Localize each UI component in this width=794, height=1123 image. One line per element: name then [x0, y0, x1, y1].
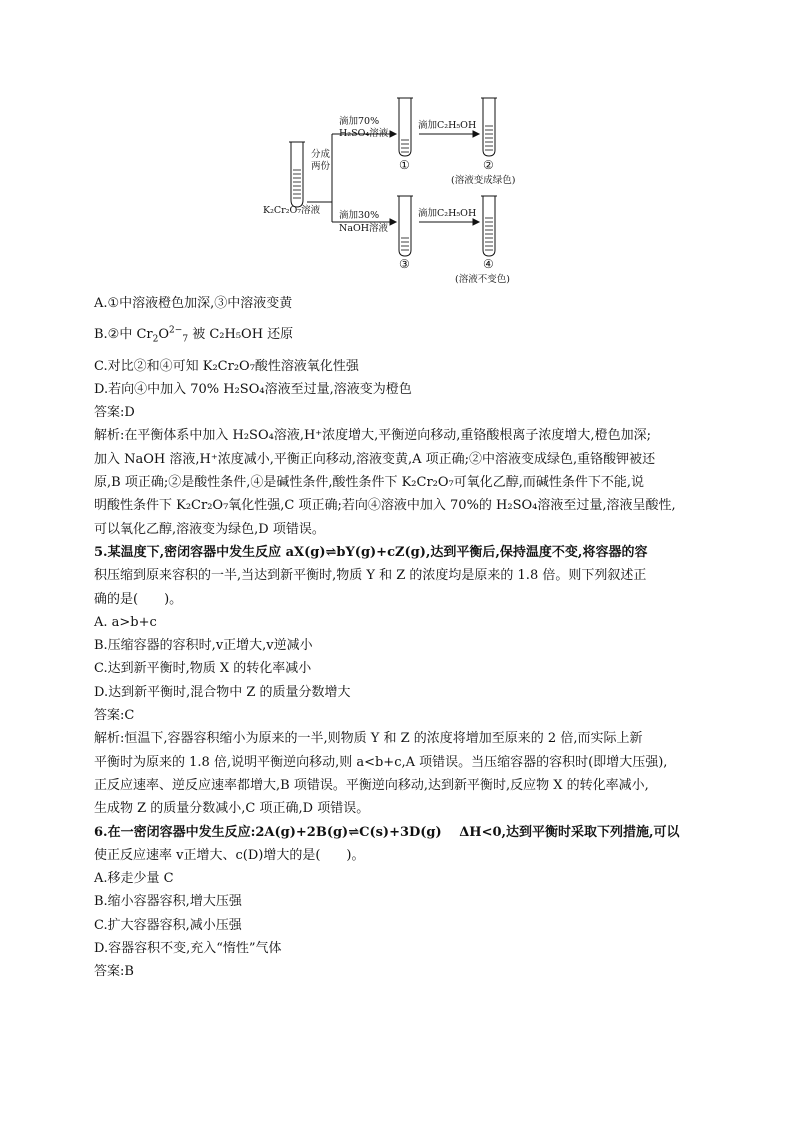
- q6-option-b: B.缩小容器容积,增大压强: [94, 894, 242, 910]
- tube-1: [397, 98, 413, 156]
- left-tube-label: K₂Cr₂O₇溶液: [263, 205, 321, 216]
- q5-option-b: B.压缩容器的容积时,v正增大,v逆减小: [94, 638, 313, 654]
- lower-reagent-1: 滴加30%: [339, 210, 380, 221]
- q4-option-b-oxygen: O: [158, 327, 170, 343]
- q6-answer: 答案:B: [94, 964, 134, 980]
- q4-answer: 答案:D: [94, 405, 135, 421]
- q5-explanation-4: 生成物 Z 的质量分数减小,C 项正确,D 项错误。: [94, 801, 370, 817]
- experiment-diagram: [255, 92, 555, 292]
- q5-stem-1: 5.某温度下,密闭容器中发生反应 aX(g)⇌bY(g)+cZ(g),达到平衡后,保持温度不变,将容器的容: [94, 544, 648, 560]
- q4-option-a: A.①中溶液橙色加深,③中溶液变黄: [94, 296, 293, 311]
- q5-explanation-1: 解析:恒温下,容器容积缩小为原来的一半,则物质 Y 和 Z 的浓度将增加至原来的 2 倍,而实际上新: [94, 731, 643, 747]
- tube-3-number: ③: [399, 257, 410, 271]
- q5-stem-3: 确的是( )。: [94, 591, 183, 607]
- q4-explanation-5: 可以氧化乙醇,溶液变为绿色,D 项错误。: [94, 521, 325, 537]
- q4-explanation-1: 解析:在平衡体系中加入 H₂SO₄溶液,H⁺浓度增大,平衡逆向移动,重铬酸根离子浓度增大,橙色加深;: [94, 428, 651, 444]
- q4-option-b-charge: 2−: [169, 325, 183, 336]
- q5-answer: 答案:C: [94, 708, 135, 724]
- q5-stem-2: 积压缩到原来容积的一半,当达到新平衡时,物质 Y 和 Z 的浓度均是原来的 1.8 倍。则下列叙述正: [94, 568, 647, 584]
- tube-2: [481, 98, 497, 156]
- q4-option-d: D.若向④中加入 70% H₂SO₄溶液至过量,溶液变为橙色: [94, 381, 412, 397]
- q4-explanation-3: 原,B 项正确;②是酸性条件,④是碱性条件,酸性条件下 K₂Cr₂O₇可氧化乙醇,而碱性条件下不能,说: [94, 475, 645, 491]
- q6-stem-2: 使正反应速率 v正增大、c(D)增大的是( )。: [94, 847, 365, 863]
- split-label-2: 两份: [311, 161, 331, 172]
- q4-option-c: C.对比②和④可知 K₂Cr₂O₇酸性溶液氧化性强: [94, 358, 359, 374]
- split-label-1: 分成: [311, 149, 331, 160]
- q5-option-d: D.达到新平衡时,混合物中 Z 的质量分数增大: [94, 684, 351, 700]
- question-content: [94, 292, 714, 984]
- q6-stem-1: 6.在一密闭容器中发生反应:2A(g)+2B(g)⇌C(s)+3D(g) ΔH<0,达到平衡时采取下列措施,可以: [94, 824, 680, 840]
- q5-explanation-2: 平衡时为原来的 1.8 倍,说明平衡逆向移动,则 a<b+c,A 项错误。当压缩容器的容积时(即增大压强),: [94, 754, 668, 770]
- add-ethanol-upper: 滴加C₂H₅OH: [418, 120, 477, 131]
- q6-option-a: A.移走少量 C: [94, 871, 174, 887]
- upper-reagent-1: 滴加70%: [339, 116, 380, 127]
- tube-4-number: ④: [483, 257, 494, 271]
- q4-option-b-post: 被 C₂H₅OH 还原: [188, 327, 294, 343]
- q4-explanation-2: 加入 NaOH 溶液,H⁺浓度减小,平衡正向移动,溶液变黄,A 项正确;②中溶液变成绿色,重铬酸钾被还: [94, 451, 656, 467]
- add-ethanol-lower: 滴加C₂H₅OH: [418, 208, 477, 219]
- arrow-upper: [419, 131, 479, 137]
- note-tube-2: (溶液变成绿色): [451, 175, 516, 186]
- upper-reagent-2: H₂SO₄溶液: [339, 128, 389, 139]
- note-tube-4: (溶液不变色): [455, 274, 510, 285]
- q5-explanation-3: 正反应速率、逆反应速率都增大,B 项错误。平衡逆向移动,达到新平衡时,反应物 X 的转化率减小,: [94, 777, 649, 793]
- left-test-tube: [289, 142, 305, 207]
- q6-option-d: D.容器容积不变,充入“惰性”气体: [94, 941, 282, 957]
- q4-explanation-4: 明酸性条件下 K₂Cr₂O₇氧化性强,C 项正确;若向④溶液中加入 70%的 H₂SO₄溶液至过量,溶液呈酸性,: [94, 498, 676, 514]
- tube-2-number: ②: [483, 158, 494, 172]
- tube-1-number: ①: [399, 158, 410, 172]
- lower-reagent-2: NaOH溶液: [339, 223, 389, 234]
- arrow-lower: [419, 219, 479, 225]
- q4-option-b-sub: 2: [152, 334, 159, 345]
- q4-option-b-pre: B.②中 Cr: [94, 327, 153, 343]
- tube-3: [397, 196, 413, 256]
- q5-option-a: A. a>b+c: [94, 614, 157, 630]
- q5-option-c: C.达到新平衡时,物质 X 的转化率减小: [94, 661, 312, 677]
- q4-option-b-osub: 7: [182, 334, 189, 345]
- q4-option-b: [94, 323, 714, 346]
- tube-4: [481, 196, 497, 256]
- q6-option-c: C.扩大容器容积,减小压强: [94, 917, 242, 933]
